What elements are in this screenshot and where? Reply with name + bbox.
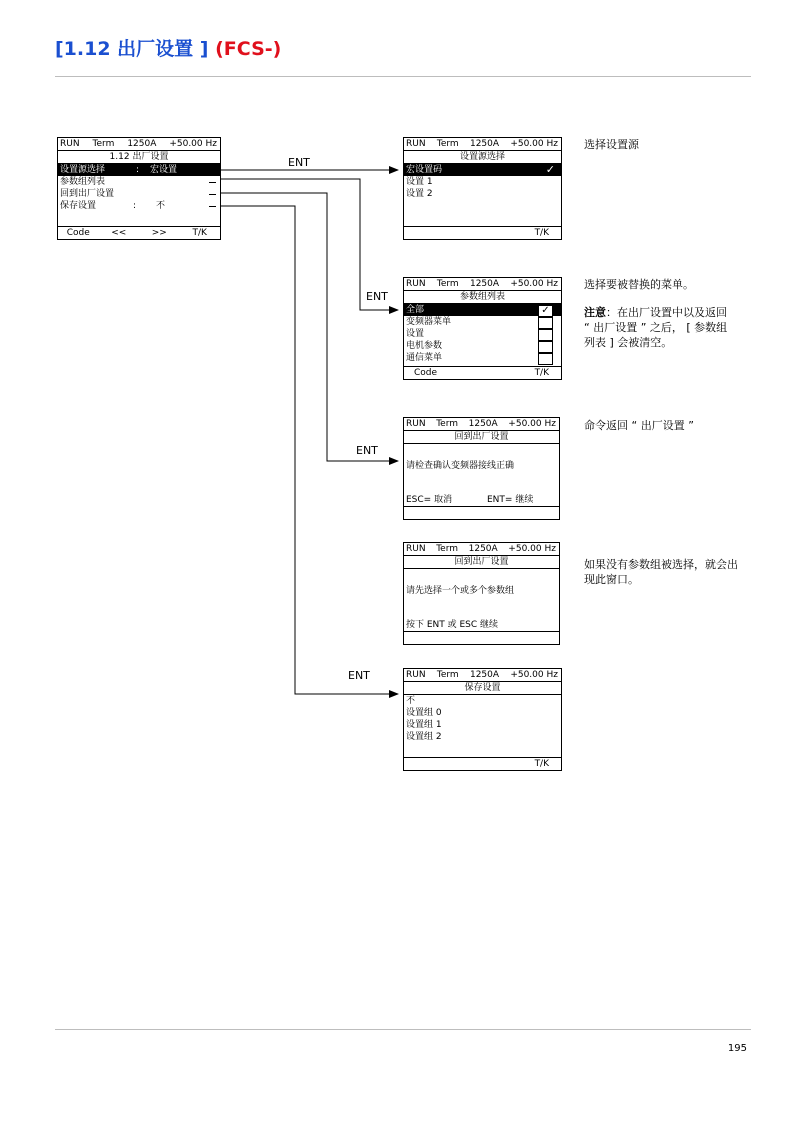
list-item-no[interactable]: 不 [406, 696, 416, 706]
status-source: Term [92, 139, 115, 149]
ent-label: ENT [366, 290, 388, 303]
checkbox-checked-icon[interactable]: ✓ [538, 305, 553, 317]
page-number: 195 [727, 1043, 747, 1054]
ent-continue-hint: ENT= 继续 [487, 495, 534, 505]
function-keys [404, 757, 561, 770]
menu-item-save-settings[interactable]: 保存设置 : 不 [58, 200, 220, 212]
list-item-macro[interactable]: 宏设置码 ✓ [404, 164, 561, 176]
checkbox-icon[interactable] [538, 353, 553, 365]
key-hint: 按下 ENT 或 ESC 继续 [406, 620, 499, 630]
status-bar: RUN Term 1250A +50.00 Hz [404, 543, 559, 556]
page-title-code: (FCS-) [215, 38, 282, 60]
key-hints [404, 494, 559, 506]
status-bar: RUN Term 1250A +50.00 Hz [404, 138, 561, 151]
status-bar: RUN Term 1250A +50.00 Hz [404, 669, 561, 682]
footer-divider [55, 1029, 751, 1030]
screen-title: 1.12 出厂设置 [58, 151, 220, 164]
screen-title: 设置源选择 [404, 151, 561, 164]
fkey-tk[interactable]: T/K [534, 368, 549, 378]
function-keys [404, 226, 561, 239]
list-item-motor-params[interactable]: 电机参数 [404, 340, 561, 352]
note-group: 选择要被替换的菜单。 注意：在出厂设置中以及返回 “ 出厂设置 ” 之后， [ 参数组 列表 ] 会被清空。 [584, 278, 728, 349]
list-item-group1[interactable]: 设置组 1 [406, 720, 442, 730]
screen-save-settings [403, 668, 562, 771]
function-keys [404, 506, 559, 519]
screen-source-select [403, 137, 562, 240]
function-keys [404, 631, 559, 644]
status-current: 1250A [127, 139, 157, 149]
fkey-tk[interactable]: T/K [534, 228, 549, 238]
note-nogroup: 如果没有参数组被选择，就会出 现此窗口。 [584, 558, 738, 586]
esc-cancel-hint: ESC= 取消 [406, 495, 453, 505]
screen-title: 回到出厂设置 [404, 556, 559, 569]
list-item-drive-menu[interactable]: 变频器菜单 [404, 316, 561, 328]
list-item-group2[interactable]: 设置组 2 [406, 732, 442, 742]
function-keys [58, 226, 220, 239]
list-item-comm-menu[interactable]: 通信菜单 [404, 352, 561, 364]
fkey-prev[interactable]: << [111, 228, 127, 238]
list-item-setup2[interactable]: 设置 2 [406, 189, 433, 199]
menu-item-group-list[interactable]: 参数组列表 [58, 176, 220, 188]
message-text: 请检查确认变频器接线正确 [406, 461, 515, 471]
status-bar [58, 138, 220, 151]
note-source: 选择设置源 [584, 138, 639, 151]
menu-item-return-factory[interactable]: 回到出厂设置 [58, 188, 220, 200]
status-bar: RUN Term 1250A +50.00 Hz [404, 278, 561, 291]
fkey-tk[interactable]: T/K [534, 759, 549, 769]
screen-return-factory-nogroup [403, 542, 560, 645]
ent-label: ENT [356, 444, 378, 457]
ent-label: ENT [348, 669, 370, 682]
screen-group-list [403, 277, 562, 380]
checkmark-icon: ✓ [545, 163, 555, 176]
screen-return-factory-confirm [403, 417, 560, 520]
list-item-all[interactable]: 全部 ✓ [404, 304, 561, 316]
list-item-setup1[interactable]: 设置 1 [406, 177, 433, 187]
fkey-code[interactable]: Code [414, 368, 438, 378]
list-item-group0[interactable]: 设置组 0 [406, 708, 442, 718]
fkey-code[interactable]: Code [66, 228, 90, 238]
list-item-settings[interactable]: 设置 [404, 328, 561, 340]
screen-factory-settings [57, 137, 221, 240]
note-return: 命令返回 “ 出厂设置 ” [584, 419, 694, 432]
fkey-tk[interactable]: T/K [192, 228, 207, 238]
menu-item-source-select[interactable]: 设置源选择 : 宏设置 [58, 164, 220, 176]
status-freq: +50.00 Hz [169, 139, 217, 149]
screen-title: 回到出厂设置 [404, 431, 559, 444]
status-mode: RUN [60, 139, 80, 149]
ent-label: ENT [288, 156, 310, 169]
fkey-next[interactable]: >> [151, 228, 167, 238]
screen-title: 保存设置 [404, 682, 561, 695]
status-bar: RUN Term 1250A +50.00 Hz [404, 418, 559, 431]
function-keys [404, 366, 561, 379]
page-title-main: [1.12 出厂设置 ] [55, 38, 209, 60]
screen-title: 参数组列表 [404, 291, 561, 304]
message-text: 请先选择一个或多个参数组 [406, 586, 515, 596]
